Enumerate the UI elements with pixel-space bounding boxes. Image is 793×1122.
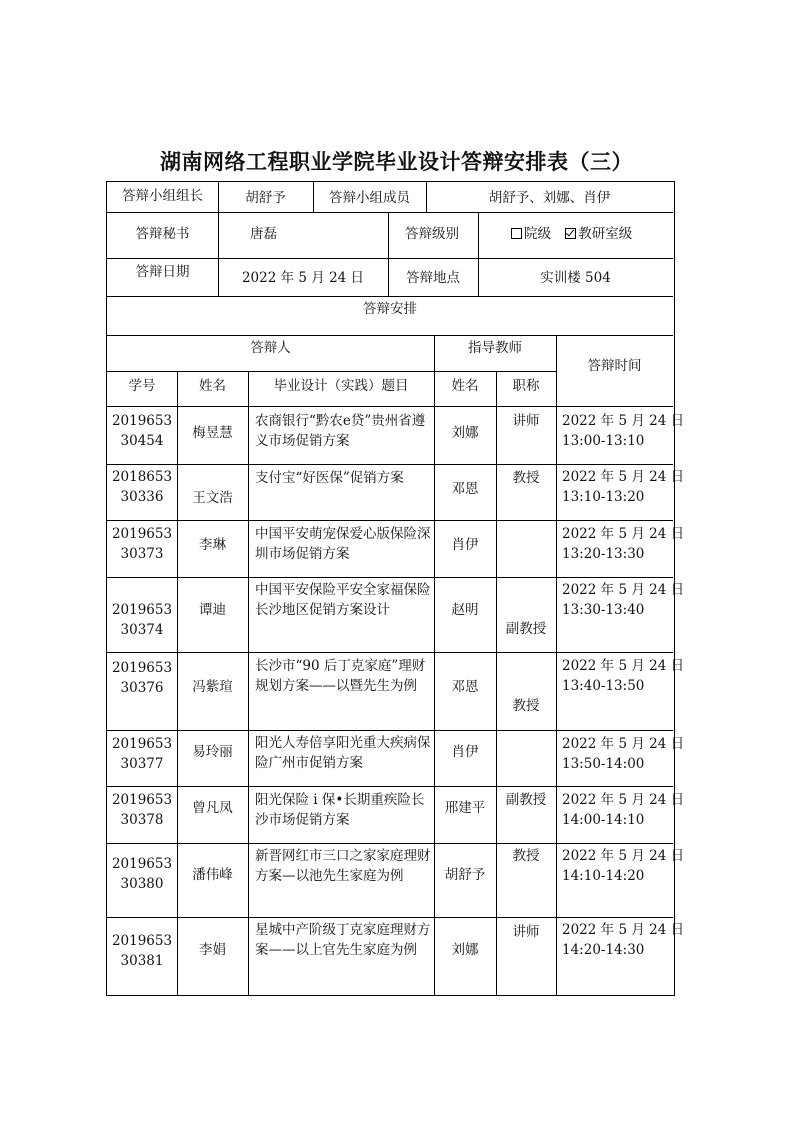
student-id-part1: 2019653 xyxy=(111,792,173,808)
leader-label: 答辩小组组长 xyxy=(122,188,203,204)
topic: 新晋网红市三口之家家庭理财方案—以池先生家庭为例 xyxy=(255,848,431,884)
level-options xyxy=(511,224,632,244)
student-id-part2: 30336 xyxy=(120,489,164,505)
teacher-name: 胡舒予 xyxy=(444,867,486,883)
student-name: 梅昱慧 xyxy=(192,425,233,441)
student-id-part2: 30454 xyxy=(120,433,164,449)
place-label: 答辩地点 xyxy=(406,270,460,286)
checkbox-department-level[interactable] xyxy=(565,228,576,239)
grid-line xyxy=(388,212,389,258)
student-id-part1: 2019653 xyxy=(111,413,173,429)
defense-date: 2022 年 5 月 24 日 xyxy=(562,413,685,429)
teacher-title: 副教授 xyxy=(505,792,547,808)
grid-line xyxy=(107,786,673,787)
grid-line xyxy=(107,258,673,259)
members-value: 胡舒予、刘娜、肖伊 xyxy=(488,190,611,206)
topic: 中国平安萌宠保爱心版保险深圳市场促销方案 xyxy=(255,526,431,562)
defense-date: 2022 年 5 月 24 日 xyxy=(562,736,685,752)
teacher-name: 刘娜 xyxy=(451,425,479,441)
grid-line xyxy=(107,212,673,213)
defense-time xyxy=(562,846,684,886)
topic: 中国平安保险平安全家福保险长沙地区促销方案设计 xyxy=(255,582,431,618)
student-name: 易玲丽 xyxy=(192,744,233,760)
defense-date: 2022 年 5 月 24 日 xyxy=(562,582,685,598)
defense-date: 2022 年 5 月 24 日 xyxy=(562,658,685,674)
secretary-value: 唐磊 xyxy=(250,226,277,242)
student-name: 王文浩 xyxy=(192,490,233,506)
defense-slot: 13:20-13:30 xyxy=(562,546,645,562)
defense-time xyxy=(562,790,684,830)
defense-time xyxy=(562,467,684,507)
leader-value: 胡舒予 xyxy=(245,190,286,206)
grid-line xyxy=(496,371,497,995)
defense-date: 2022 年 5 月 24 日 xyxy=(562,848,685,864)
student-id-part2: 30378 xyxy=(120,812,164,828)
topic: 长沙市“90 后丁克家庭”理财规划方案——以暨先生为例 xyxy=(255,658,426,694)
student-id-part1: 2019653 xyxy=(111,933,173,949)
student-id-part1: 2019653 xyxy=(111,602,173,618)
grid-line xyxy=(107,335,673,336)
student-id xyxy=(107,734,177,774)
grid-line xyxy=(107,406,673,407)
student-id-part2: 30380 xyxy=(120,876,164,892)
header-advisor: 指导教师 xyxy=(468,340,522,356)
teacher-name: 肖伊 xyxy=(451,744,479,760)
defense-slot: 14:10-14:20 xyxy=(562,868,645,884)
student-id xyxy=(107,931,177,971)
secretary-label: 答辩秘书 xyxy=(135,226,190,242)
defense-slot: 13:40-13:50 xyxy=(562,678,645,694)
defense-date: 2022 年 5 月 24 日 xyxy=(562,792,685,808)
student-id-part2: 30376 xyxy=(120,680,164,696)
grid-line xyxy=(248,371,249,995)
student-id-part1: 2019653 xyxy=(111,526,173,542)
student-id-part2: 30374 xyxy=(120,622,164,638)
defense-slot: 14:20-14:30 xyxy=(562,942,645,958)
student-id xyxy=(107,658,177,698)
student-id-part2: 30381 xyxy=(120,953,164,969)
grid-line xyxy=(107,464,673,465)
teacher-title: 教授 xyxy=(512,848,540,864)
student-id-part2: 30377 xyxy=(120,756,164,772)
student-name: 冯紫瑄 xyxy=(192,679,233,695)
header-student-id: 学号 xyxy=(128,378,156,394)
level-option-department: 教研室级 xyxy=(578,226,633,242)
student-id xyxy=(107,790,177,830)
defense-time xyxy=(562,524,684,564)
schedule-table xyxy=(106,181,685,996)
student-name: 潘伟峰 xyxy=(192,867,233,883)
student-id xyxy=(107,854,177,894)
student-id-part2: 30373 xyxy=(120,546,164,562)
teacher-name: 邓恩 xyxy=(451,481,479,497)
student-id xyxy=(107,411,177,451)
student-name: 李娟 xyxy=(199,942,226,958)
student-id-part1: 2019653 xyxy=(111,856,173,872)
teacher-name: 刘娜 xyxy=(451,942,479,958)
arrangement-label: 答辩安排 xyxy=(363,301,417,317)
teacher-name: 肖伊 xyxy=(451,537,479,553)
student-id xyxy=(107,600,177,640)
grid-line xyxy=(107,577,673,578)
header-teacher-title: 职称 xyxy=(512,378,540,394)
defense-slot: 14:00-14:10 xyxy=(562,812,645,828)
header-time: 答辩时间 xyxy=(587,358,642,374)
defense-time xyxy=(562,734,684,774)
grid-line xyxy=(107,296,673,297)
header-teacher-name: 姓名 xyxy=(451,378,479,394)
defense-slot: 13:30-13:40 xyxy=(562,602,645,618)
defense-date: 2022 年 5 月 24 日 xyxy=(562,922,685,938)
student-name: 谭迪 xyxy=(199,602,226,618)
grid-line xyxy=(107,652,673,653)
topic: 支付宝“好医保”促销方案 xyxy=(255,470,404,486)
student-name: 曾凡凤 xyxy=(192,800,233,816)
place-value: 实训楼 504 xyxy=(540,270,611,286)
level-label: 答辩级别 xyxy=(405,226,459,242)
student-id xyxy=(107,467,177,507)
grid-line xyxy=(107,917,673,918)
defense-time xyxy=(562,411,684,451)
grid-line xyxy=(107,520,673,521)
teacher-title: 讲师 xyxy=(512,413,540,429)
page-title: 湖南网络工程职业学院毕业设计答辩安排表（三） xyxy=(160,150,633,174)
grid-line xyxy=(107,730,673,731)
topic: 星城中产阶级丁克家庭理财方案——以上官先生家庭为例 xyxy=(255,922,431,958)
teacher-name: 邓恩 xyxy=(451,679,479,695)
header-topic: 毕业设计（实践）题目 xyxy=(273,378,409,394)
student-id-part1: 2019653 xyxy=(111,736,173,752)
checkbox-school-level[interactable] xyxy=(511,228,522,239)
grid-line xyxy=(556,335,557,995)
level-option-school: 院级 xyxy=(524,226,551,242)
defense-slot: 13:50-14:00 xyxy=(562,756,645,772)
date-value: 2022 年 5 月 24 日 xyxy=(241,270,365,286)
defense-slot: 13:00-13:10 xyxy=(562,433,645,449)
grid-line xyxy=(107,843,673,844)
date-label: 答辩日期 xyxy=(135,264,190,280)
defense-time xyxy=(562,580,684,620)
teacher-title: 讲师 xyxy=(512,924,540,940)
header-name: 姓名 xyxy=(199,378,226,394)
grid-line xyxy=(107,371,556,372)
student-id xyxy=(107,524,177,564)
student-name: 李琳 xyxy=(199,537,226,553)
defense-date: 2022 年 5 月 24 日 xyxy=(562,526,685,542)
defense-time xyxy=(562,920,684,960)
header-defender: 答辩人 xyxy=(250,340,291,356)
topic: 阳光人寿倍享阳光重大疾病保险广州市促销方案 xyxy=(255,735,431,771)
student-id-part1: 2018653 xyxy=(111,469,173,485)
defense-time xyxy=(562,656,684,696)
topic: 阳光保险 i 保•长期重疾险长沙市场促销方案 xyxy=(255,792,425,828)
student-id-part1: 2019653 xyxy=(111,660,173,676)
teacher-name: 赵明 xyxy=(451,602,479,618)
teacher-title: 教授 xyxy=(512,470,540,486)
teacher-title: 教授 xyxy=(512,698,540,714)
teacher-name: 邢建平 xyxy=(444,800,486,816)
topic: 农商银行“黔农e贷”贵州省遵义市场促销方案 xyxy=(255,413,426,449)
teacher-title: 副教授 xyxy=(505,621,547,637)
members-label: 答辩小组成员 xyxy=(329,190,410,206)
defense-slot: 13:10-13:20 xyxy=(562,489,645,505)
defense-date: 2022 年 5 月 24 日 xyxy=(562,469,685,485)
